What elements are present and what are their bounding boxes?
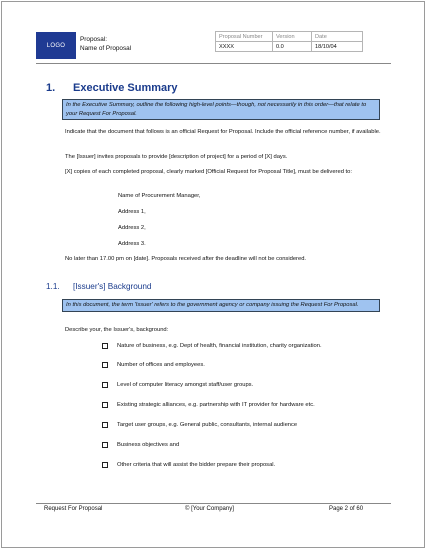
section-title: Executive Summary xyxy=(73,82,178,94)
footer-document-title: Request For Proposal xyxy=(44,506,103,512)
list-item xyxy=(102,421,297,429)
proposal-heading xyxy=(80,35,131,53)
list-item xyxy=(102,401,315,409)
footer-page-number: Page 2 of 60 xyxy=(329,506,364,512)
list-item xyxy=(102,342,322,350)
address-line: Address 1, xyxy=(118,209,146,215)
meta-value-row xyxy=(216,42,363,52)
meta-version: 0.0 xyxy=(273,42,312,52)
address-line: Name of Procurement Manager, xyxy=(118,193,201,199)
address-line: Address 3. xyxy=(118,241,146,247)
checkbox-bullet-icon xyxy=(102,402,108,408)
list-item-text: Number of offices and employees. xyxy=(117,362,205,368)
list-item xyxy=(102,441,179,449)
document-page xyxy=(1,1,425,548)
proposal-label: Proposal: xyxy=(80,36,107,43)
footer-company: © [Your Company] xyxy=(185,506,234,512)
company-logo: LOGO xyxy=(36,32,76,59)
checkbox-bullet-icon xyxy=(102,462,108,468)
checkbox-bullet-icon xyxy=(102,422,108,428)
subsection-title: [Issuer's] Background xyxy=(73,282,152,291)
paragraph: The [Issuer] invites proposals to provide [description of project] for a period of [X] days. xyxy=(65,154,288,160)
meta-date: 18/10/04 xyxy=(312,42,363,52)
subsection-number: 1.1. xyxy=(46,282,60,291)
meta-header-proposal-number: Proposal Number xyxy=(216,32,273,42)
paragraph: Indicate that the document that follows is an official Request for Proposal. Include the official reference number, if available. xyxy=(65,129,381,135)
list-item-text: Existing strategic alliances, e.g. partnership with IT provider for hardware etc. xyxy=(117,402,315,408)
list-item xyxy=(102,381,253,389)
proposal-meta-table xyxy=(215,31,363,52)
proposal-name: Name of Proposal xyxy=(80,45,132,52)
list-item-text: Level of computer literacy amongst staff/user groups. xyxy=(117,382,254,388)
header-divider xyxy=(36,63,391,64)
checkbox-bullet-icon xyxy=(102,343,108,349)
checkbox-bullet-icon xyxy=(102,382,108,388)
list-item-text: Other criteria that will assist the bidder prepare their proposal. xyxy=(117,462,276,468)
paragraph: Describe your, the Issuer's, background: xyxy=(65,327,169,333)
paragraph: [X] copies of each completed proposal, clearly marked [Official Request for Proposal Title], must be delivered to: xyxy=(65,169,352,175)
list-item-text: Business objectives and xyxy=(117,442,180,448)
deadline-paragraph: No later than 17.00 pm on [date]. Proposals received after the deadline will not be considered. xyxy=(65,256,307,262)
footer-divider xyxy=(36,503,391,504)
address-line: Address 2, xyxy=(118,225,146,231)
list-item-text: Nature of business, e.g. Dept of health, financial institution, charity organization. xyxy=(117,343,322,349)
meta-header-version: Version xyxy=(273,32,312,42)
list-item xyxy=(102,461,275,469)
list-item xyxy=(102,361,205,369)
instruction-note: In this document, the term 'Issuer' refers to the government agency or company issuing the Request For Proposal. xyxy=(62,299,380,312)
meta-header-date: Date xyxy=(312,32,363,42)
meta-proposal-number: XXXX xyxy=(216,42,273,52)
checkbox-bullet-icon xyxy=(102,362,108,368)
section-number: 1. xyxy=(46,82,56,94)
instruction-note: In the Executive Summary, outline the following high-level points—though, not necessarily in this order—that relate to your Request For Proposal. xyxy=(62,99,380,120)
list-item-text: Target user groups, e.g. General public, consultants, internal audience xyxy=(117,422,298,428)
checkbox-bullet-icon xyxy=(102,442,108,448)
meta-header-row xyxy=(216,32,363,42)
